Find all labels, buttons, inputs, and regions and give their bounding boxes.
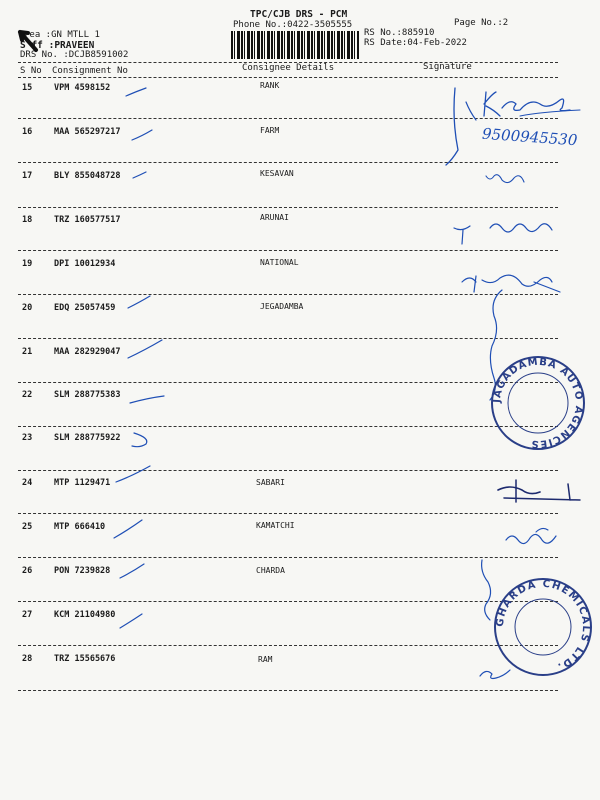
row-consignee: KESAVAN bbox=[260, 169, 294, 178]
row-consignee: KAMATCHI bbox=[256, 521, 295, 530]
row-sno: 17 bbox=[22, 171, 33, 181]
row-consignment: SLM 288775383 bbox=[54, 390, 121, 400]
page-number: Page No.:2 bbox=[454, 18, 509, 28]
col-consignee: Consignee Details bbox=[242, 63, 335, 73]
rs-number: RS No.:885910 bbox=[364, 28, 435, 38]
row-consignee: CHARDA bbox=[256, 566, 285, 575]
row-consignment: MTP 1129471 bbox=[54, 478, 111, 488]
document-title: TPC/CJB DRS - PCM bbox=[250, 9, 348, 20]
row-consignee: SABARI bbox=[256, 478, 285, 487]
row-sno: 25 bbox=[22, 522, 33, 532]
drs-number: DRS No. :DCJB8591002 bbox=[20, 50, 129, 60]
row-consignment: MAA 565297217 bbox=[54, 127, 121, 137]
row-sno: 22 bbox=[22, 390, 33, 400]
phone-number: Phone No.:0422-3505555 bbox=[233, 20, 353, 30]
row-consignment: BLY 855048728 bbox=[54, 171, 121, 181]
row-consignment: SLM 288775922 bbox=[54, 433, 121, 443]
area-label: rea :GN MTLL 1 bbox=[24, 30, 100, 40]
row-consignee: ARUNAI bbox=[260, 213, 289, 222]
row-consignment: VPM 4598152 bbox=[54, 83, 111, 93]
row-consignee: JEGADAMBA bbox=[260, 302, 304, 311]
row-sno: 28 bbox=[22, 654, 33, 664]
row-consignment: TRZ 15565676 bbox=[54, 654, 116, 664]
row-sno: 18 bbox=[22, 215, 33, 225]
row-sno: 27 bbox=[22, 610, 33, 620]
row-sno: 24 bbox=[22, 478, 33, 488]
jagadamba-stamp bbox=[492, 357, 584, 450]
svg-text:GHARDA CHEMICALS LTD. bbox=[495, 579, 591, 673]
stamp-text-jagadamba: JAGADAMBA AUTO AGENCIES bbox=[491, 356, 585, 450]
row-consignment: MTP 666410 bbox=[54, 522, 106, 532]
row-sno: 21 bbox=[22, 347, 33, 357]
row-sno: 26 bbox=[22, 566, 33, 576]
row-sno: 19 bbox=[22, 259, 33, 269]
handwritten-phone: 9500945530 bbox=[481, 124, 578, 150]
row-sno: 23 bbox=[22, 433, 33, 443]
row-sno: 15 bbox=[22, 83, 33, 93]
row-consignee: NATIONAL bbox=[260, 258, 299, 267]
row-consignee: RAM bbox=[258, 655, 273, 664]
row-consignment: PON 7239828 bbox=[54, 566, 111, 576]
col-consignment: Consignment No bbox=[52, 66, 128, 76]
row-consignment: DPI 10012934 bbox=[54, 259, 116, 269]
rs-date: RS Date:04-Feb-2022 bbox=[364, 38, 467, 48]
row-consignee: RANK bbox=[260, 81, 280, 90]
row-consignment: KCM 21104980 bbox=[54, 610, 116, 620]
row-consignment: MAA 282929047 bbox=[54, 347, 121, 357]
row-consignment: TRZ 160577517 bbox=[54, 215, 121, 225]
stamp-text-gharda: GHARDA CHEMICALS LTD. bbox=[494, 578, 592, 673]
col-sno: S No bbox=[20, 66, 42, 76]
col-signature: Signature bbox=[423, 62, 472, 72]
gharda-stamp bbox=[495, 579, 591, 675]
row-sno: 16 bbox=[22, 127, 33, 137]
staff-label: S ff :PRAVEEN bbox=[20, 40, 95, 51]
row-consignment: EDQ 25057459 bbox=[54, 303, 116, 313]
row-sno: 20 bbox=[22, 303, 33, 313]
row-consignee: FARM bbox=[260, 126, 280, 135]
